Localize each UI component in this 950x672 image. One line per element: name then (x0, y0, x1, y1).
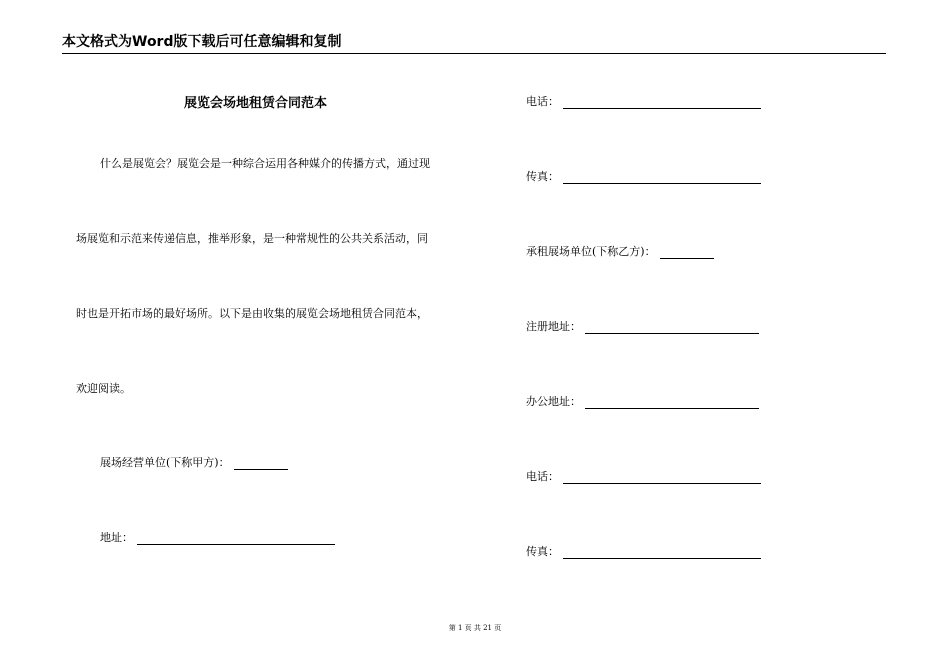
fax-field-2 (526, 543, 761, 559)
address-field (100, 529, 335, 545)
phone-blank-1 (563, 96, 761, 109)
header-text: 本文格式为Word版下载后可任意编辑和复制 (62, 34, 342, 50)
party-a-field (100, 454, 288, 470)
reg-address-label: 注册地址： (526, 320, 581, 333)
office-address-field (526, 393, 759, 409)
address-blank (137, 532, 335, 545)
intro-line-2: 场展览和示范来传递信息，推举形象，是一种常规性的公共关系活动，同 (76, 232, 428, 245)
phone-blank-2 (563, 471, 761, 484)
phone-label-2: 电话： (526, 470, 559, 483)
intro-line-4: 欢迎阅读。 (76, 382, 131, 395)
office-address-label: 办公地址： (526, 395, 581, 408)
party-b-field (526, 243, 714, 259)
address-label: 地址： (100, 531, 133, 544)
fax-blank-1 (563, 171, 761, 184)
party-a-label: 展场经营单位(下称甲方)： (100, 456, 230, 469)
party-b-blank (660, 246, 714, 259)
reg-address-field (526, 318, 759, 334)
fax-blank-2 (563, 546, 761, 559)
fax-field-1 (526, 168, 761, 184)
document-title: 展览会场地租赁合同范本 (184, 96, 328, 111)
fax-label-1: 传真： (526, 170, 559, 183)
reg-address-blank (585, 321, 759, 334)
office-address-blank (585, 396, 759, 409)
party-b-label: 承租展场单位(下称乙方)： (526, 245, 656, 258)
phone-field-2 (526, 468, 761, 484)
page-footer: 第 1 页 共 21 页 (448, 624, 502, 632)
intro-line-3: 时也是开拓市场的最好场所。以下是由收集的展览会场地租赁合同范本， (76, 307, 428, 320)
party-a-blank (234, 457, 288, 470)
phone-label-1: 电话： (526, 95, 559, 108)
fax-label-2: 传真： (526, 545, 559, 558)
intro-line-1: 什么是展览会？展览会是一种综合运用各种媒介的传播方式，通过现 (100, 157, 430, 170)
phone-field-1 (526, 93, 761, 109)
page-header (62, 33, 886, 54)
